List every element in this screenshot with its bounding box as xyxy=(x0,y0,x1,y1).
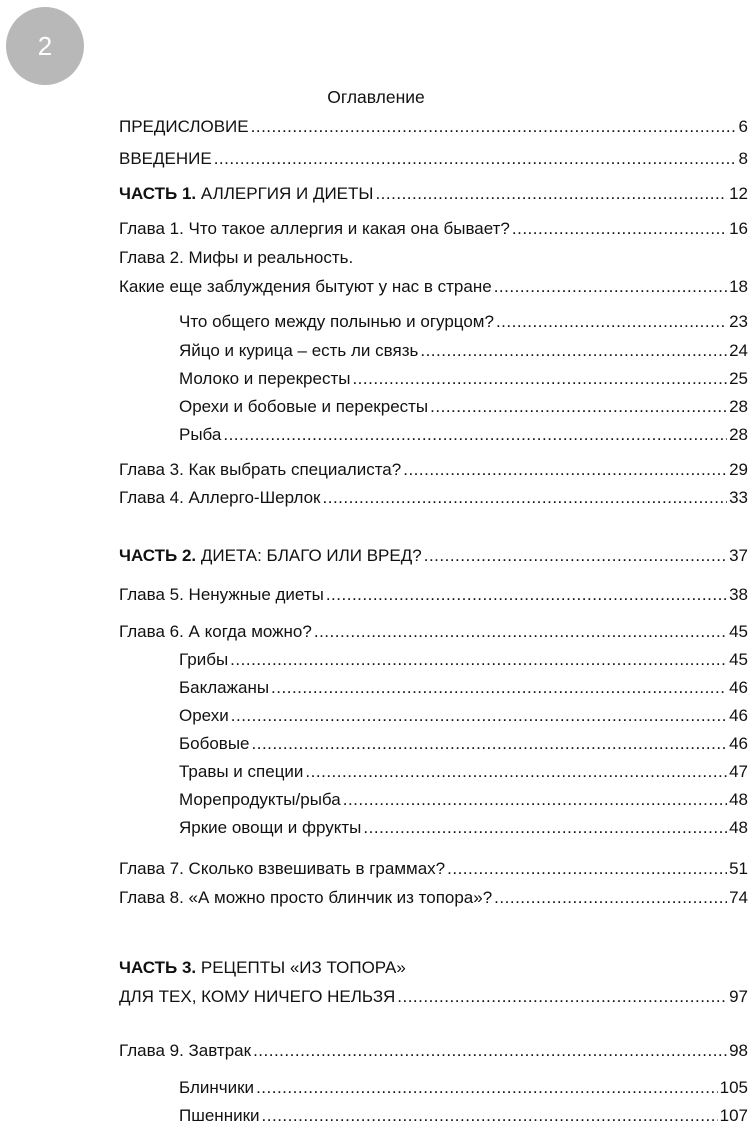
toc-page-number: 18 xyxy=(729,277,748,296)
toc-page-number: 29 xyxy=(729,460,748,479)
toc-entry-label: ЧАСТЬ 3. РЕЦЕПТЫ «ИЗ ТОПОРА» xyxy=(119,958,406,977)
toc-leader-dots xyxy=(223,424,727,446)
toc-entry xyxy=(179,705,748,727)
toc-entry xyxy=(179,396,748,418)
toc-entry-label: Глава 1. Что такое аллергия и какая она бывает? xyxy=(119,219,510,238)
toc-entry-label: Грибы xyxy=(179,650,229,669)
toc-page-number: 28 xyxy=(729,397,748,416)
toc-entry xyxy=(179,677,748,699)
toc-entry xyxy=(119,584,748,606)
toc-entry xyxy=(179,311,748,333)
toc-page-number: 45 xyxy=(729,650,748,669)
toc-page-number: 38 xyxy=(729,585,748,604)
toc-leader-dots xyxy=(326,584,727,606)
toc-entry-label: Травы и специи xyxy=(179,762,304,781)
toc-page-number: 25 xyxy=(729,369,748,388)
toc-entry-label: Яркие овощи и фрукты xyxy=(179,818,362,837)
toc-entry xyxy=(179,1077,748,1099)
toc-entry xyxy=(119,621,748,643)
toc-part-number: ЧАСТЬ 2. xyxy=(119,546,197,565)
toc-entry xyxy=(179,649,748,671)
toc-entry-label: Глава 7. Сколько взвешивать в граммах? xyxy=(119,859,446,878)
toc-entry-label: Морепродукты/рыба xyxy=(179,790,341,809)
toc-page-number: 74 xyxy=(729,888,748,907)
toc-entry xyxy=(179,733,748,755)
toc-page-number: 105 xyxy=(719,1078,748,1097)
toc-entry-label: Яйцо и курица – есть ли связь xyxy=(179,341,419,360)
toc-entry xyxy=(179,368,748,390)
toc-leader-dots xyxy=(256,1077,718,1099)
toc-entry xyxy=(119,487,748,509)
toc-entry-label: Какие еще заблуждения бытуют у нас в стране xyxy=(119,277,492,296)
toc-entry xyxy=(119,218,748,240)
toc-entry xyxy=(179,817,748,839)
toc-entry xyxy=(179,789,748,811)
toc-page-number: 33 xyxy=(729,488,748,507)
toc-leader-dots xyxy=(494,276,727,298)
toc-entry xyxy=(119,986,748,1008)
toc-entry xyxy=(119,247,748,269)
toc-leader-dots xyxy=(496,311,727,333)
toc-leader-dots xyxy=(262,1105,718,1127)
toc-page-number: 28 xyxy=(729,425,748,444)
toc-entry-label: Глава 6. А когда можно? xyxy=(119,622,312,641)
toc-entry-label: Пшенники xyxy=(179,1106,260,1125)
toc-page-number: 46 xyxy=(729,706,748,725)
toc-page-number: 46 xyxy=(729,678,748,697)
page-number-badge: 2 xyxy=(6,7,84,85)
toc-leader-dots xyxy=(314,621,727,643)
toc-entry-label: Блинчики xyxy=(179,1078,255,1097)
toc-entry-label: Что общего между полынью и огурцом? xyxy=(179,312,494,331)
toc-page-number: 51 xyxy=(729,859,748,878)
toc-entry-label: Глава 2. Мифы и реальность. xyxy=(119,248,354,267)
toc-entry-label: Баклажаны xyxy=(179,678,270,697)
toc-page-number: 12 xyxy=(729,184,748,203)
toc-leader-dots xyxy=(397,986,727,1008)
toc-entry xyxy=(179,424,748,446)
toc-entry-label: Глава 4. Аллерго-Шерлок xyxy=(119,488,321,507)
toc-page-number: 16 xyxy=(729,219,748,238)
toc-leader-dots xyxy=(305,761,727,783)
toc-entry-label: ДЛЯ ТЕХ, КОМУ НИЧЕГО НЕЛЬЗЯ xyxy=(119,987,396,1006)
toc-entry-label: ЧАСТЬ 1. АЛЛЕРГИЯ И ДИЕТЫ xyxy=(119,184,374,203)
toc-entry-label: Рыба xyxy=(179,425,222,444)
toc-leader-dots xyxy=(271,677,727,699)
toc-page-number: 6 xyxy=(738,117,748,136)
toc-page-number: 8 xyxy=(738,149,748,168)
toc-leader-dots xyxy=(494,887,727,909)
toc-page-number: 23 xyxy=(729,312,748,331)
toc-page-number: 45 xyxy=(729,622,748,641)
toc-page-number: 98 xyxy=(729,1041,748,1060)
toc-entry-label: Глава 3. Как выбрать специалиста? xyxy=(119,460,402,479)
toc-entry-label: Глава 9. Завтрак xyxy=(119,1041,252,1060)
toc-entry-label: Бобовые xyxy=(179,734,250,753)
toc-leader-dots xyxy=(430,396,727,418)
toc-leader-dots xyxy=(403,459,727,481)
toc-leader-dots xyxy=(230,649,727,671)
toc-leader-dots xyxy=(512,218,727,240)
toc-leader-dots xyxy=(343,789,727,811)
toc-entry-label: Орехи xyxy=(179,706,229,725)
toc-leader-dots xyxy=(251,116,737,138)
toc-leader-dots xyxy=(352,368,727,390)
toc-leader-dots xyxy=(420,340,727,362)
toc-entry xyxy=(179,1105,748,1127)
toc-entry xyxy=(119,545,748,567)
toc-entry xyxy=(179,340,748,362)
toc-entry xyxy=(179,761,748,783)
toc-entry xyxy=(119,459,748,481)
toc-page-number: 48 xyxy=(729,818,748,837)
toc-entry xyxy=(119,887,748,909)
toc-leader-dots xyxy=(363,817,727,839)
toc-entry-label: Глава 5. Ненужные диеты xyxy=(119,585,324,604)
toc-leader-dots xyxy=(424,545,727,567)
toc-entry xyxy=(119,276,748,298)
toc-part-number: ЧАСТЬ 3. xyxy=(119,958,197,977)
toc-leader-dots xyxy=(214,148,737,170)
toc-entry xyxy=(119,1040,748,1062)
toc-entry-label: Глава 8. «А можно просто блинчик из топора»? xyxy=(119,888,493,907)
toc-page-number: 107 xyxy=(719,1106,748,1125)
toc-entry-label: Орехи и бобовые и перекресты xyxy=(179,397,429,416)
page-title: Оглавление xyxy=(327,87,425,107)
toc-entry-label: ВВЕДЕНИЕ xyxy=(119,149,212,168)
toc-leader-dots xyxy=(252,733,728,755)
toc-page-number: 37 xyxy=(729,546,748,565)
toc-page-number: 46 xyxy=(729,734,748,753)
toc-entry xyxy=(119,858,748,880)
toc-entry-label: Молоко и перекресты xyxy=(179,369,351,388)
toc-entry xyxy=(119,116,748,138)
toc-leader-dots xyxy=(447,858,727,880)
toc-page-number: 47 xyxy=(729,762,748,781)
toc-leader-dots xyxy=(323,487,728,509)
toc-entry-label: ПРЕДИСЛОВИЕ xyxy=(119,117,249,136)
toc-leader-dots xyxy=(253,1040,727,1062)
toc-page-number: 48 xyxy=(729,790,748,809)
toc-part-number: ЧАСТЬ 1. xyxy=(119,184,197,203)
toc-page-number: 97 xyxy=(729,987,748,1006)
toc-leader-dots xyxy=(231,705,727,727)
toc-entry xyxy=(119,183,748,205)
toc-entry xyxy=(119,148,748,170)
toc-entry-label: ЧАСТЬ 2. ДИЕТА: БЛАГО ИЛИ ВРЕД? xyxy=(119,546,422,565)
toc-leader-dots xyxy=(375,183,727,205)
toc-entry xyxy=(119,957,748,979)
toc-page-number: 24 xyxy=(729,341,748,360)
